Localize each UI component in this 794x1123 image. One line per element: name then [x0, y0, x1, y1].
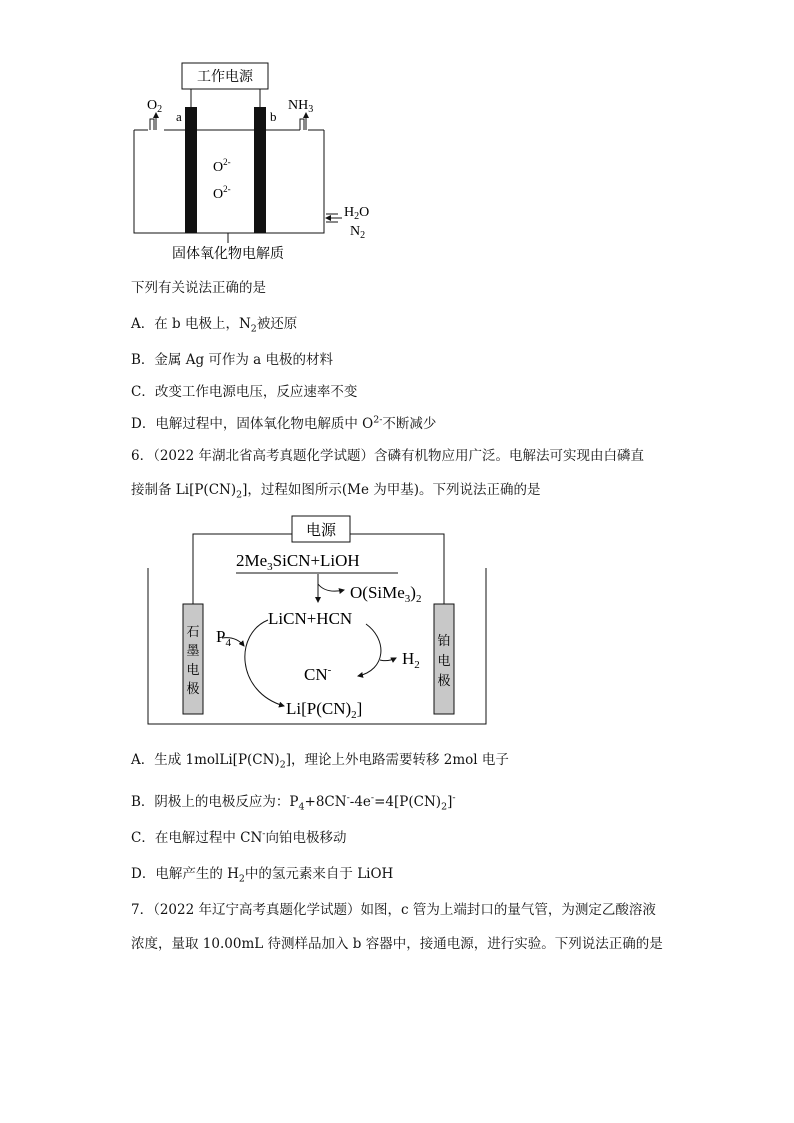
q5-option-a-sub: 2 — [250, 323, 257, 335]
intermediate-label: LiCN+HCN — [268, 609, 353, 628]
q6-formula-close: ] — [242, 482, 248, 498]
q5-stem: 下列有关说法正确的是 — [131, 280, 266, 296]
graphite-electrode — [183, 604, 203, 714]
platinum-electrode-char-1: 铂 — [437, 634, 451, 649]
q5-option-a-text: A．在 b 电极上，N — [131, 316, 251, 332]
q5-option-d-text-end: 不断减少 — [382, 416, 437, 432]
q6-option-c[interactable] — [131, 826, 346, 846]
oxide-ion-label-2: $O^{2-}$ — [213, 184, 231, 202]
q5-option-d-text: D．电解过程中，固体氧化物电解质中 O — [131, 416, 374, 432]
q6-stem-line-2 — [131, 478, 541, 501]
reactants-label: $2Me_3SiCN+LiOH$ — [236, 551, 360, 573]
platinum-electrode-char-2: 电 — [437, 654, 451, 669]
q6-option-d[interactable] — [131, 862, 393, 885]
q6-stem-line-1: 6．（2022 年湖北省高考真题化学试题）含磷有机物应用广泛。电解法可实现由白磷直 — [131, 448, 644, 464]
ammonia-label: $NH_3$ — [288, 98, 314, 115]
q6-option-a-sub: 2 — [279, 759, 286, 771]
byproduct-arrow — [318, 584, 344, 591]
q6-option-b-p-sub: 4 — [298, 801, 305, 813]
q6-option-c-text: C．在电解过程中 CN — [131, 830, 263, 846]
q5-option-c[interactable]: C．改变工作电源电压，反应速率不变 — [131, 384, 358, 400]
q6-option-b-formula-close: ] — [447, 794, 453, 810]
q6-option-b[interactable] — [131, 790, 456, 813]
q7-stem-line-2: 浓度，量取 10.00mL 待测样品加入 b 容器中，接通电源，进行实验。下列说法正确的是 — [131, 936, 663, 952]
q6-option-b-formula-sup: - — [452, 792, 456, 804]
electrolysis-diagram-2 — [140, 512, 500, 732]
electrolysis-tank — [134, 130, 324, 233]
product-label: $Li[P(CN)_2]$ — [286, 699, 363, 721]
q6-option-a-text: A．生成 1molLi — [131, 752, 233, 768]
electrode-a-label: a — [176, 109, 182, 124]
q6-stem-text-end: ，过程如图所示(Me 为甲基)。下列说法正确的是 — [247, 482, 541, 498]
platinum-electrode-char-3: 极 — [437, 674, 451, 689]
electrode-b — [254, 107, 266, 233]
q6-option-b-formula-sub: 2 — [441, 801, 448, 813]
q5-option-d-sup: 2- — [373, 414, 383, 426]
electrolysis-diagram-1 — [120, 55, 390, 265]
power-source-label-2: 电源 — [305, 521, 337, 539]
byproduct-label: $O(SiMe_3)_2$ — [350, 583, 422, 605]
graphite-electrode-char-3: 电 — [186, 663, 200, 678]
q5-option-a-text-end: 被还原 — [256, 316, 298, 332]
water-label: $H_2O$ — [344, 205, 370, 222]
q6-option-a[interactable] — [131, 748, 509, 771]
q6-formula-sub: 2 — [236, 489, 243, 501]
q6-formula: [P(CN) — [189, 482, 237, 498]
p4-reaction-curve — [245, 620, 284, 706]
h2-release-arrow — [380, 658, 396, 661]
q6-option-c-sup: - — [262, 828, 266, 840]
electrode-a — [185, 107, 197, 233]
q7-stem-line-1: 7．（2022 年辽宁高考真题化学试题）如图，c 管为上端封口的量气管，为测定乙酸溶液 — [131, 902, 656, 918]
q6-option-b-eq: =4 — [374, 794, 395, 810]
q6-option-b-formula: [P(CN) — [394, 794, 442, 810]
oxide-ion-label-1: $O^{2-}$ — [213, 157, 231, 175]
q6-option-c-text-end: 向铂电极移动 — [265, 830, 347, 846]
q5-option-a[interactable] — [131, 312, 297, 335]
q6-option-b-cn-sup: - — [346, 792, 350, 804]
q5-option-d[interactable] — [131, 412, 436, 432]
q6-option-b-e-sup: - — [370, 792, 375, 804]
graphite-electrode-char-4: 极 — [186, 682, 200, 697]
q6-option-b-e: -4e — [349, 794, 371, 810]
q6-option-b-cn: +8CN — [304, 794, 347, 810]
q6-option-b-text: B．阴极上的电极反应为：P — [131, 794, 299, 810]
q5-option-b[interactable]: B．金属 Ag 可作为 a 电极的材料 — [131, 352, 334, 368]
q6-option-a-formula: [P(CN) — [232, 752, 280, 768]
q6-option-a-text-end: ，理论上外电路需要转移 2mol 电子 — [291, 752, 509, 768]
q6-stem-text: 接制备 Li — [131, 482, 190, 498]
electrolyte-caption: 固体氧化物电解质 — [172, 246, 284, 262]
power-source-label: 工作电源 — [197, 69, 253, 85]
oxygen-label: $O_2$ — [147, 98, 163, 115]
electrode-b-label: b — [270, 109, 277, 124]
q6-option-d-text: D．电解产生的 H — [131, 866, 239, 882]
cyanide-ion-label: CN- — [304, 664, 332, 684]
h2-label: $H_2$ — [402, 649, 420, 671]
q6-option-d-text-end: 中的氢元素来自于 LiOH — [244, 866, 394, 882]
nitrogen-label: $N_2$ — [350, 224, 366, 241]
graphite-electrode-char-2: 墨 — [186, 644, 200, 659]
p4-label: $P_4$ — [216, 627, 231, 649]
q6-option-d-sub: 2 — [238, 873, 245, 885]
graphite-electrode-char-1: 石 — [186, 625, 200, 640]
hcn-to-h2-curve — [358, 624, 381, 676]
q6-option-a-formula-close: ] — [285, 752, 291, 768]
